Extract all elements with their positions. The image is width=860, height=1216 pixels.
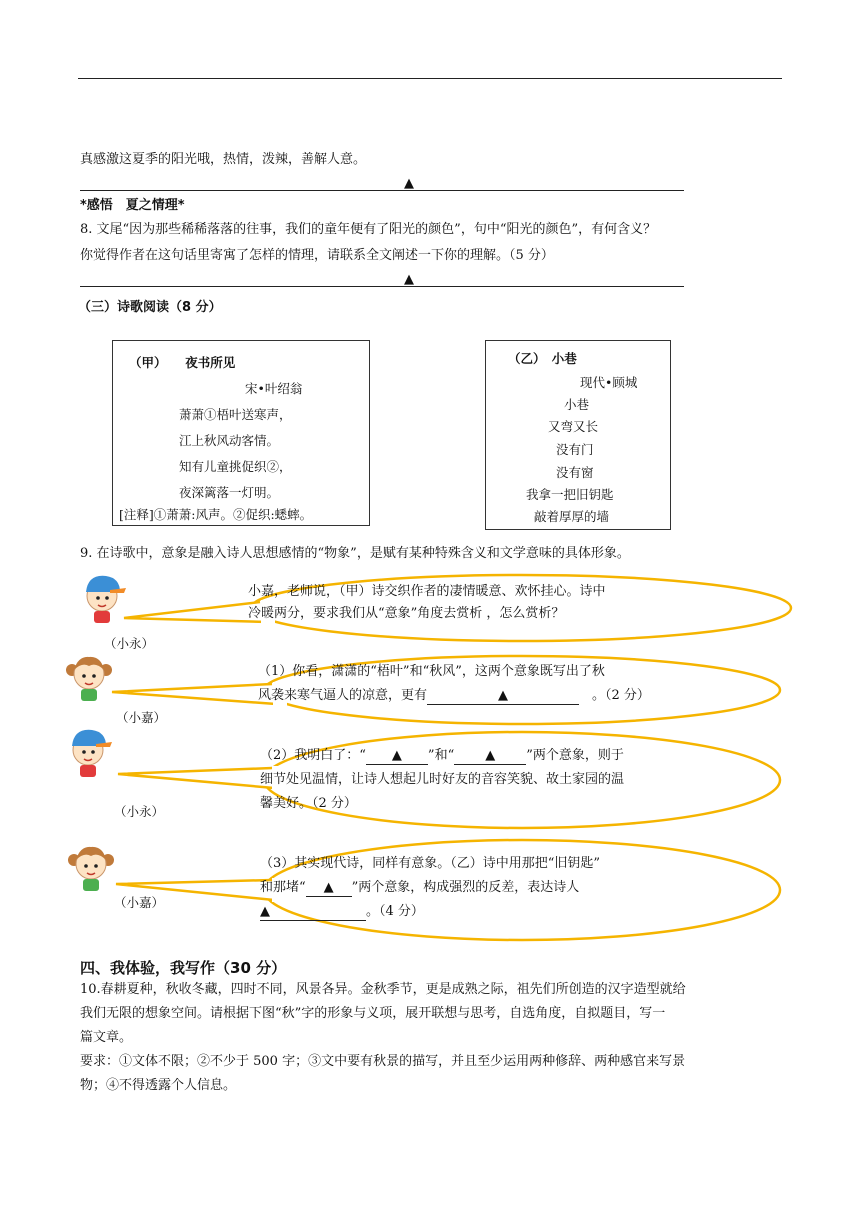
answer-mark: ▲ [404,272,414,287]
q8-header: *感悟 夏之情理* [80,198,185,213]
poem-a-author: 宋•叶绍翁 [245,381,303,396]
dialogue-line [260,876,579,900]
poem-b-title: （乙） 小巷 [508,351,577,366]
poem-a-line: 萧萧①梧叶送寒声， [179,407,292,422]
poem-b-author: 现代•顾城 [580,375,638,390]
writing-line: 篇文章。 [80,1030,133,1045]
poem-a-line: 知有儿童挑促织②， [179,459,292,474]
dialogue-text: 。（2 分） [579,688,650,703]
poem-b-line: 又弯又长 [548,419,599,434]
answer-blank[interactable]: ▲ [306,880,352,897]
answer-line [80,286,684,287]
poem-b-line: 我拿一把旧钥匙 [526,487,614,502]
answer-blank[interactable]: ▲ [454,748,526,765]
poetry-heading: （三）诗歌阅读（8 分） [78,300,222,315]
dialogue-line: 馨美好。（2 分） [260,796,357,811]
speaker-label: （小永） [114,804,165,819]
writing-requirement: 要求：①文体不限；②不少于 500 字；③文中要有秋景的描写，并且至少运用两种修辞、两种感官来写景 [80,1054,686,1069]
q8-line1: 8. 文尾“因为那些稀稀落落的往事，我们的童年便有了阳光的颜色”，句中“阳光的颜色”，有何含义？ [80,222,657,237]
answer-blank[interactable]: ▲ [366,748,428,765]
poem-b-line: 小巷 [564,397,590,412]
speaker-label: （小嘉） [114,895,165,910]
dialogue-line: 冷暖两分，要求我们从“意象”角度去赏析 ，怎么赏析？ [248,606,565,621]
poem-b-line: 没有窗 [556,465,594,480]
dialogue-text: 。（4 分） [366,904,424,919]
writing-requirement: 物；④不得透露个人信息。 [80,1078,237,1093]
dialogue-line: 细节处见温情，让诗人想起儿时好友的音容笑貌、故土家园的温 [260,772,625,787]
poem-a-note: [注释]①萧萧:风声。②促织:蟋蟀。 [119,507,313,522]
header-rule [78,78,782,79]
answer-blank[interactable]: ▲ [427,688,579,705]
writing-heading: 四、我体验，我写作（30 分） [80,959,287,977]
poem-a-line: 江上秋风动客情。 [179,433,280,448]
blank-mark: ▲ [260,904,270,919]
dialogue-line [260,744,624,768]
dialogue-text: ”两个意象，则于 [526,748,624,763]
writing-line: 我们无限的想象空间。请根据下图“秋”字的形象与义项，展开联想与思考，自选角度，自拟题目，写一 [80,1006,666,1021]
dialogue-line [260,900,424,924]
answer-mark: ▲ [404,176,414,191]
answer-line [80,190,684,191]
poem-b-line: 敲着厚厚的墙 [534,509,610,524]
speaker-label: （小永） [104,636,155,651]
speaker-label: （小嘉） [116,710,167,725]
q9-intro: 9. 在诗歌中，意象是融入诗人思想感情的“物象”，是赋有某种特殊含义和文学意味的具体形象。 [80,546,630,561]
dialogue-text: 风袭来寒气逼人的凉意，更有 [258,688,428,703]
poem-a-line: 夜深篱落一灯明。 [179,485,280,500]
dialogue-text: ”和“ [427,748,455,763]
poem-a-box [112,340,370,526]
dialogue-text: （2）我明白了：“ [260,748,366,763]
answer-blank[interactable] [260,904,366,921]
dialogue-text: 和那堵“ [260,880,306,895]
dialogue-line: （3）其实现代诗，同样有意象。（乙）诗中用那把“旧钥匙” [260,856,601,871]
dialogue-text: ”两个意象，构成强烈的反差，表达诗人 [351,880,580,895]
writing-line: 10.春耕夏种，秋收冬藏，四时不同，风景各异。金秋季节，更是成熟之际，祖先们所创造的汉字造型就给 [80,982,686,997]
q8-line2: 你觉得作者在这句话里寄寓了怎样的情理，请联系全文阐述一下你的理解。（5 分） [80,248,554,263]
dialogue-line [258,684,650,708]
dialogue-line: （1）你看，潇潇的“梧叶”和“秋风”，这两个意象既写出了秋 [258,664,605,679]
poem-b-box [485,340,671,530]
poem-a-title: （甲） 夜书所见 [129,355,236,370]
prev-last-line: 真感激这夏季的阳光哦，热情，泼辣，善解人意。 [80,152,367,167]
poem-b-line: 没有门 [556,442,594,457]
dialogue-line: 小嘉，老师说，（甲）诗交织作者的凄情暖意、欢怀挂心。诗中 [248,584,606,599]
